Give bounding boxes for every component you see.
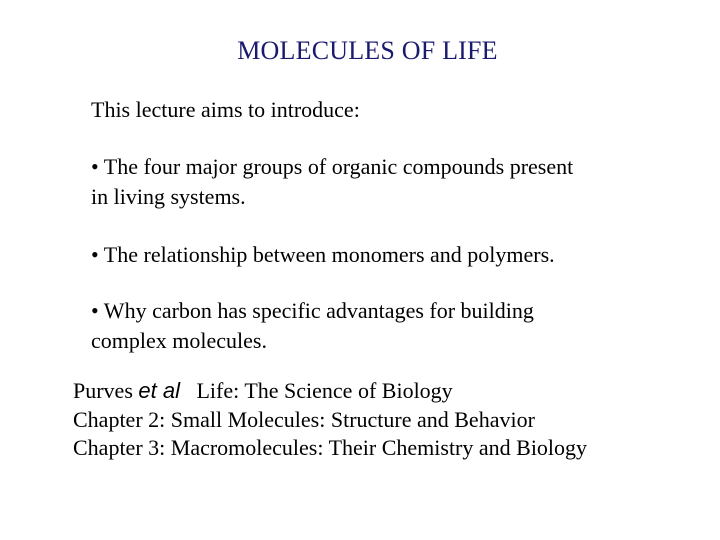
reference-et-al: et al <box>138 378 180 403</box>
reference-chapter-3: Chapter 3: Macromolecules: Their Chemistry and Biology <box>73 435 588 460</box>
bullet-line: • Why carbon has specific advantages for building <box>91 298 534 323</box>
bullet-item-monomers-polymers <box>91 240 555 270</box>
slide-title: MOLECULES OF LIFE <box>237 36 498 65</box>
reference-book-title: Life: The Science of Biology <box>179 378 453 403</box>
reference-book <box>73 377 587 406</box>
bullet-line: complex molecules. <box>91 328 267 353</box>
bullet-line: • The relationship between monomers and polymers. <box>91 242 555 267</box>
bullet-line: • The four major groups of organic compounds present <box>91 154 574 179</box>
bullet-item-organic-compounds <box>91 152 573 212</box>
references <box>73 377 587 463</box>
bullet-item-carbon-advantages <box>91 296 534 356</box>
intro-text: This lecture aims to introduce: <box>91 97 360 122</box>
bullet-line: in living systems. <box>91 184 246 209</box>
reference-chapter-2: Chapter 2: Small Molecules: Structure and Behavior <box>73 406 535 432</box>
reference-author: Purves <box>73 378 139 403</box>
